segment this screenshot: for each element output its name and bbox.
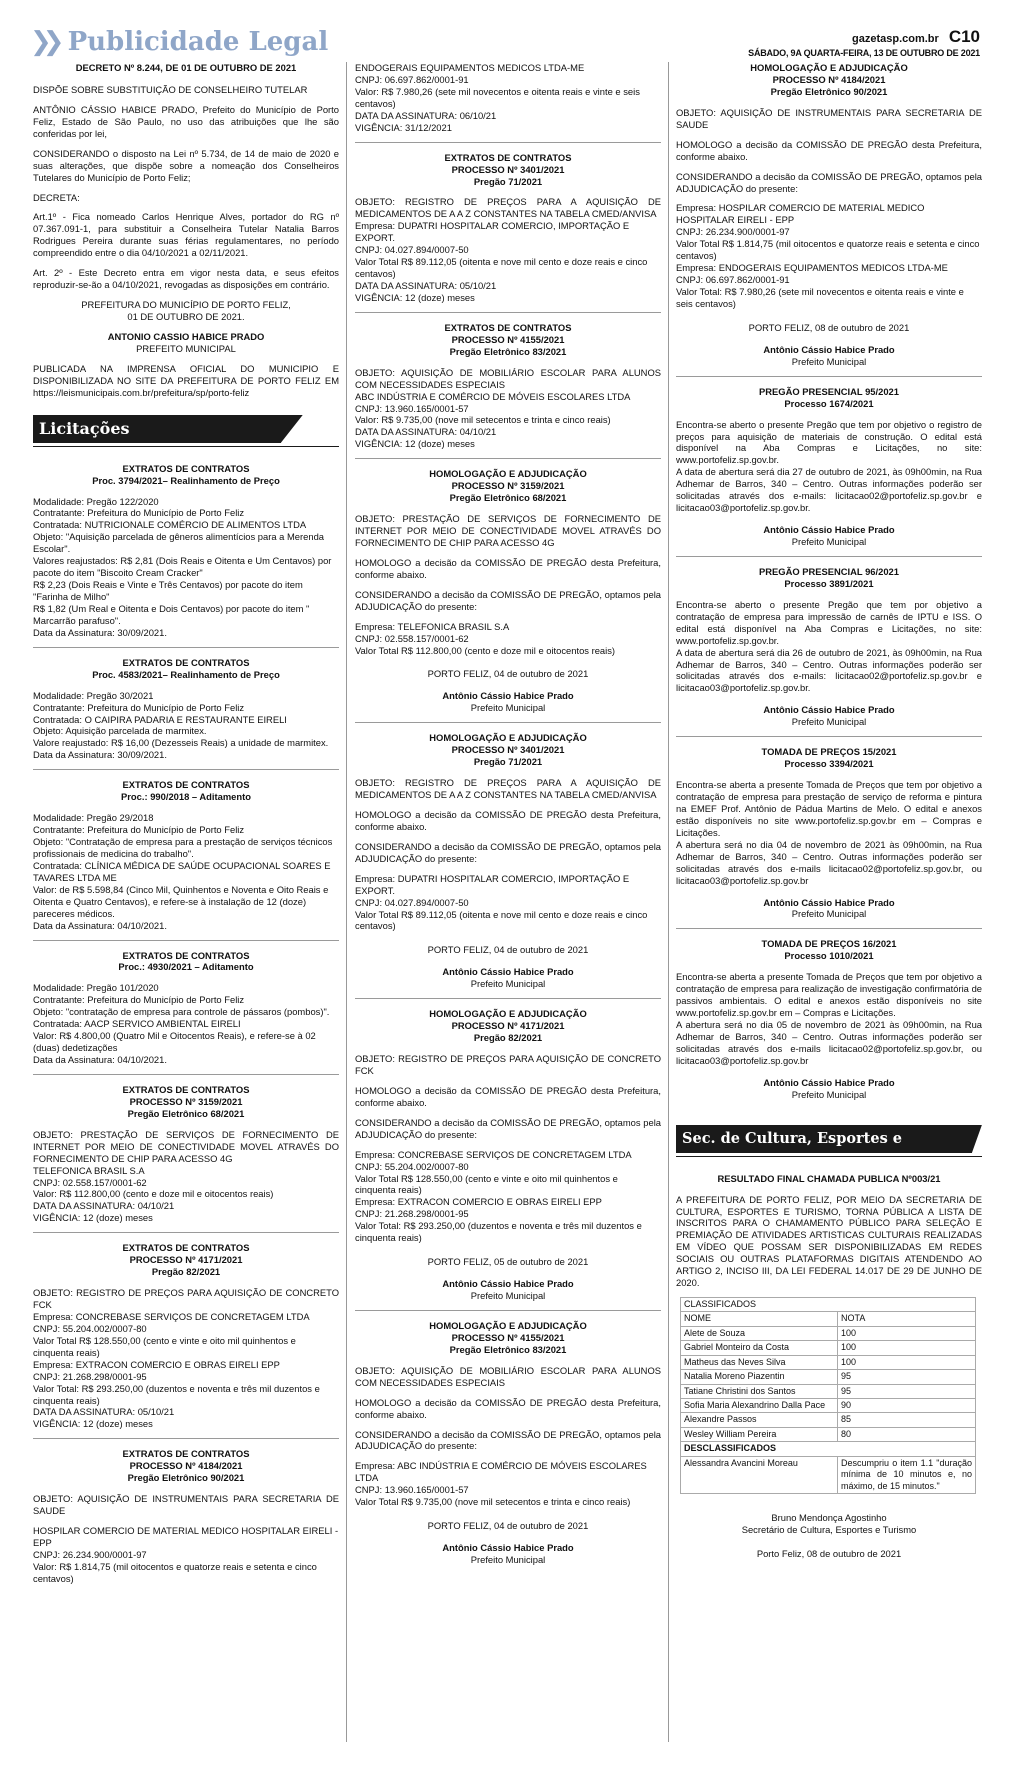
signer-name: Antônio Cássio Habice Prado xyxy=(763,524,895,536)
column-1 xyxy=(33,62,339,1593)
signer-name: Bruno Mendonça Agostinho xyxy=(771,1511,887,1523)
notice-line: Valor Total R$ 9.735,00 (nove mil setecentos e trinta e cinco reais) xyxy=(355,1496,631,1508)
notice-heading: HOMOLOGAÇÃO E ADJUDICAÇÃO xyxy=(429,732,587,744)
extract-line: DATA DA ASSINATURA: 04/10/21 xyxy=(355,426,497,438)
notice-line: CNPJ: 26.234.900/0001-97 xyxy=(676,226,790,238)
extract-line: Contratada: AACP SERVICO AMBIENTAL EIRELI xyxy=(33,1018,241,1030)
extract-line: CNPJ: 13.960.165/0001-57 xyxy=(355,402,469,414)
notice-date: PORTO FELIZ, 08 de outubro de 2021 xyxy=(748,321,910,333)
public-call-result xyxy=(676,1173,982,1560)
signer-name: Antônio Cássio Habice Prado xyxy=(763,343,895,355)
extract-auction: Pregão 71/2021 xyxy=(473,175,543,187)
extract-line: ABC INDÚSTRIA E COMÉRCIO DE MÓVEIS ESCOLARES LTDA xyxy=(355,390,631,402)
extract-line: Modalidade: Pregão 122/2020 xyxy=(33,495,159,507)
notice-line: Valor Total R$ 1.814,75 (mil oitocentos e quatorze reais e setenta e cinco centavos) xyxy=(676,238,980,262)
signature xyxy=(676,704,982,728)
notice-process: Processo 1674/2021 xyxy=(784,397,874,409)
signer-role: Prefeito Municipal xyxy=(470,702,546,714)
double-chevron-icon: ❯❯ xyxy=(30,27,56,57)
extract-line: Valor Total R$ 89.112,05 (oitenta e nove mil cento e doze reais e cinco centavos) xyxy=(355,256,648,280)
cell-grade: 95 xyxy=(838,1384,976,1398)
extract-process: Proc.: 990/2018 – Aditamento xyxy=(121,791,251,803)
divider xyxy=(33,940,339,941)
notice-heading: HOMOLOGAÇÃO E ADJUDICAÇÃO xyxy=(429,1008,587,1020)
homologation-notice xyxy=(355,732,661,990)
extract-line: Modalidade: Pregão 101/2020 xyxy=(33,982,159,994)
divider xyxy=(355,998,661,999)
extract-heading: EXTRATOS DE CONTRATOS xyxy=(122,779,250,791)
notice-object: OBJETO: AQUISIÇÃO DE MOBILIÁRIO ESCOLAR PARA ALUNOS COM NECESSIDADES ESPECIAIS xyxy=(355,1364,661,1388)
extract-line: Contratante: Prefeitura do Município de Porto Feliz xyxy=(33,994,245,1006)
notice-line: Valor Total: R$ 293.250,00 (duzentos e noventa e três mil duzentos e cinquenta reais) xyxy=(355,1220,642,1244)
cell-grade: 95 xyxy=(838,1370,976,1384)
extract-line: R$ 1,82 (Um Real e Oitenta e Dois Centavos) por pacote do item " Marcarrão parafuso". xyxy=(33,602,310,626)
extract-line: Objeto: "contratação de empresa para controle de pássaros (pombos)". xyxy=(33,1006,330,1018)
section-title: Publicidade Legal xyxy=(67,27,329,57)
notice-line: Empresa: ENDOGERAIS EQUIPAMENTOS MEDICOS LTDA-ME xyxy=(676,262,948,274)
notice-heading: RESULTADO FINAL CHAMADA PUBLICA Nº003/21 xyxy=(717,1172,941,1184)
extract-line: Empresa: DUPATRI HOSPITALAR COMERCIO, IMPORTAÇÃO E EXPORT. xyxy=(355,220,630,244)
signer-role: Prefeito Municipal xyxy=(791,908,867,920)
extract-line: CNPJ: 06.697.862/0001-91 xyxy=(355,73,469,85)
paragraph: DECRETA: xyxy=(33,191,80,203)
section-header xyxy=(30,26,328,59)
extract-process: PROCESSO Nº 4171/2021 xyxy=(129,1254,243,1266)
extract-line: Objeto: Aquisição parcelada de marmitex. xyxy=(33,725,207,737)
masthead xyxy=(30,26,980,62)
publication-note: PUBLICADA NA IMPRENSA OFICIAL DO MUNICIPIO E DISPONIBILIZADA NO SITE DA PREFEITURA DE PORTO FELIZ EM https://leismunicipais.com.br/prefeitura/sp/porto-feliz xyxy=(33,362,339,398)
notice-line: Empresa: EXTRACON COMERCIO E OBRAS EIRELI EPP xyxy=(355,1196,602,1208)
page-number: C10 xyxy=(948,27,980,46)
table-row xyxy=(681,1370,976,1384)
paragraph: CONSIDERANDO o disposto na Lei nº 5.734, de 14 de maio de 2020 e suas alterações, que dispõe sobre a nomeação dos Conselheiros Tutelares do Município de Porto Feliz; xyxy=(33,147,339,183)
extract-line: Valor: R$ 112.800,00 (cento e doze mil e oitocentos reais) xyxy=(33,1188,274,1200)
extract-line: Empresa: CONCREBASE SERVIÇOS DE CONCRETAGEM LTDA xyxy=(33,1310,310,1322)
extract-heading: EXTRATOS DE CONTRATOS xyxy=(122,949,250,961)
results-table xyxy=(680,1297,976,1494)
notice-paragraph: A abertura será no dia 04 de novembro de 2021 às 09h00min, na Rua Adhemar de Barros, 340 – Centro. Outras informações poderão ser solicitadas através dos e-mails licitacao02@portofeliz.sp.gov.br, ou licitacao03@portofeliz.sp.gov.br xyxy=(676,838,982,886)
signer-role: PREFEITO MUNICIPAL xyxy=(136,342,236,354)
notice-auction: Pregão Eletrônico 68/2021 xyxy=(449,492,567,504)
extract-line: Empresa: EXTRACON COMERCIO E OBRAS EIRELI EPP xyxy=(33,1358,280,1370)
extract-line: VIGÊNCIA: 12 (doze) meses xyxy=(355,291,475,303)
band-underline xyxy=(676,1156,982,1157)
extract-process: Proc. 4583/2021– Realinhamento de Preço xyxy=(92,668,280,680)
extract-line: Valor: R$ 4.800,00 (Quatro Mil e Oitocentos Reais), e refere-se à 02 (duas) dedetizações xyxy=(33,1030,316,1054)
notice-process: Processo 1010/2021 xyxy=(784,950,874,962)
notice-process: PROCESSO Nº 4171/2021 xyxy=(451,1020,565,1032)
notice-paragraph: Encontra-se aberta a presente Tomada de Preços que tem por objetivo a contratação de empresa para prestação de serviço de reforma e pintura na EMEF Prof. Antônio de Pádua Martins de Melo. O edital e anexos estão disponíveis no site www.portofeliz.sp.gov.br em – Compras e Licitações. xyxy=(676,779,982,838)
signer-name: Antônio Cássio Habice Prado xyxy=(442,966,574,978)
notice-heading: HOMOLOGAÇÃO E ADJUDICAÇÃO xyxy=(429,1319,587,1331)
place-line: PREFEITURA DO MUNICÍPIO DE PORTO FELIZ, xyxy=(81,299,291,311)
extract-line: Data da Assinatura: 04/10/2021. xyxy=(33,919,167,931)
cell-grade: 80 xyxy=(838,1427,976,1441)
extract-line: Valor: R$ 9.735,00 (nove mil setecentos e trinta e cinco reais) xyxy=(355,414,611,426)
extract-heading: EXTRATOS DE CONTRATOS xyxy=(122,462,250,474)
notice-object: OBJETO: PRESTAÇÃO DE SERVIÇOS DE FORNECIMENTO DE INTERNET POR MEIO DE CONECTIVIDADE MOVEL ATRAVÉS DO FORNECIMENTO DE CHIP PARA ACESSO 4G xyxy=(355,513,661,548)
signature xyxy=(355,1278,661,1302)
notice-line: CNPJ: 06.697.862/0001-91 xyxy=(676,274,790,286)
extract-heading: EXTRATOS DE CONTRATOS xyxy=(122,1083,250,1095)
contract-extract xyxy=(33,950,339,1066)
homologation-notice xyxy=(355,468,661,714)
divider xyxy=(355,312,661,313)
extract-line: VIGÊNCIA: 31/12/2021 xyxy=(355,121,452,133)
table-row xyxy=(681,1413,976,1427)
notice-heading: PREGÃO PRESENCIAL 96/2021 xyxy=(759,565,899,577)
band-decoration xyxy=(972,1125,982,1153)
notice-line: Empresa: CONCREBASE SERVIÇOS DE CONCRETAGEM LTDA xyxy=(355,1148,632,1160)
signature xyxy=(676,524,982,548)
signature xyxy=(355,1542,661,1566)
notice-date: PORTO FELIZ, 05 de outubro de 2021 xyxy=(427,1256,589,1268)
signer-name: Antônio Cássio Habice Prado xyxy=(763,896,895,908)
paragraph: Art. 2º - Este Decreto entra em vigor nesta data, e seus efeitos reproduzir-se-ão a 04/10/2021, revogadas as disposições em contrário. xyxy=(33,267,339,291)
contract-extract xyxy=(33,657,339,762)
divider xyxy=(33,1438,339,1439)
extract-process: Proc.: 4930/2021 – Aditamento xyxy=(118,961,254,973)
tender-notice xyxy=(676,746,982,920)
notice-process: PROCESSO Nº 3159/2021 xyxy=(451,480,565,492)
extract-line: CNPJ: 26.234.900/0001-97 xyxy=(33,1548,147,1560)
cell-name: Natalia Moreno Piazentin xyxy=(681,1370,838,1384)
column-rule xyxy=(346,62,347,1742)
cell-name: Alexandre Passos xyxy=(681,1413,838,1427)
extract-object: OBJETO: AQUISIÇÃO DE INSTRUMENTAIS PARA SECRETARIA DE SAUDE xyxy=(33,1493,339,1517)
notice-heading: DECRETO Nº 8.244, DE 01 DE OUTUBRO DE 2021 xyxy=(75,62,297,73)
extract-heading: EXTRATOS DE CONTRATOS xyxy=(122,1242,250,1254)
extract-line: DATA DA ASSINATURA: 04/10/21 xyxy=(33,1200,175,1212)
divider xyxy=(33,1074,339,1075)
cell-grade: 100 xyxy=(838,1341,976,1355)
notice-paragraph: A abertura será no dia 05 de novembro de 2021 às 09h00min, na Rua Adhemar de Barros, 340 – Centro. Outras informações poderão ser solicitadas através dos e-mails licitacao02@portofeliz.sp.gov.br, ou licitacao03@portofeliz.sp.gov.br xyxy=(676,1019,982,1066)
signature xyxy=(676,897,982,921)
notice-paragraph: CONSIDERANDO a decisão da COMISSÃO DE PREGÃO, optamos pela ADJUDICAÇÃO do presente: xyxy=(355,1116,661,1140)
notice-process: Processo 3891/2021 xyxy=(784,577,874,589)
table-row xyxy=(681,1399,976,1413)
notice-line: Empresa: TELEFONICA BRASIL S.A xyxy=(355,620,510,632)
extract-process: PROCESSO Nº 3159/2021 xyxy=(129,1095,243,1107)
table-row xyxy=(681,1456,976,1493)
signature xyxy=(676,1512,982,1536)
notice-line: Empresa: HOSPILAR COMERCIO DE MATERIAL MEDICO HOSPITALAR EIRELI - EPP xyxy=(676,202,925,226)
signature xyxy=(676,1077,982,1101)
cell-grade: 100 xyxy=(838,1355,976,1369)
signature xyxy=(676,344,982,368)
extract-line: Data da Assinatura: 30/09/2021. xyxy=(33,749,167,761)
homologation-notice xyxy=(355,1320,661,1566)
signer-role: Prefeito Municipal xyxy=(470,978,546,990)
cell-name: Matheus das Neves Silva xyxy=(681,1355,838,1369)
notice-object: OBJETO: REGISTRO DE PREÇOS PARA AQUISIÇÃO DE CONCRETO FCK xyxy=(355,1053,661,1076)
notice-heading: TOMADA DE PREÇOS 16/2021 xyxy=(761,938,897,950)
signer-name: Antônio Cássio Habice Prado xyxy=(442,1278,574,1290)
notice-line: Valor Total R$ 128.550,00 (cento e vinte e oito mil quinhentos e cinquenta reais) xyxy=(355,1172,618,1196)
notice-auction: Pregão Eletrônico 90/2021 xyxy=(770,85,888,97)
notice-paragraph: Encontra-se aberto o presente Pregão que tem por objetivo a contratação de empresa para impressão de carnês de IPTU e ISS. O edital está disponível na Aba Compras e Licitações, no site: www.portofeliz.sp.gov.br. xyxy=(676,598,982,646)
notice-line: Empresa: DUPATRI HOSPITALAR COMERCIO, IMPORTAÇÃO E EXPORT. xyxy=(355,872,630,896)
signer-role: Prefeito Municipal xyxy=(791,355,867,367)
extract-line: Modalidade: Pregão 30/2021 xyxy=(33,689,154,701)
extract-auction: Pregão Eletrônico 83/2021 xyxy=(449,345,567,357)
notice-heading: PREGÃO PRESENCIAL 95/2021 xyxy=(759,385,899,397)
extract-line: VIGÊNCIA: 12 (doze) meses xyxy=(33,1212,153,1224)
page-info xyxy=(748,26,980,59)
paragraph: Art.1º - Fica nomeado Carlos Henrique Alves, portador do RG nº 07.367.091-1, para substituir a Conselheira Tutelar Natalia Barros Rodrigues Pereira durante suas férias regulamentares, no período compreendido entre o dia 04/10/2021 a 02/11/2021. xyxy=(33,211,339,259)
cell-name: Sofia Maria Alexandrino Dalla Pace xyxy=(681,1399,838,1413)
paragraph: DISPÕE SOBRE SUBSTITUIÇÃO DE CONSELHEIRO TUTELAR xyxy=(33,83,308,95)
extract-line: Modalidade: Pregão 29/2018 xyxy=(33,812,154,824)
notice-auction: Pregão Eletrônico 83/2021 xyxy=(449,1343,567,1355)
notice-line: CNPJ: 04.027.894/0007-50 xyxy=(355,896,469,908)
table-row xyxy=(681,1427,976,1441)
notice-paragraph: HOMOLOGO a decisão da COMISSÃO DE PREGÃO desta Prefeitura, conforme abaixo. xyxy=(676,138,982,162)
cell-reason: Descumpriu o item 1.1 "duração mínima de 10 minutos e, no máximo, de 15 minutos." xyxy=(838,1456,976,1493)
site-name[interactable]: gazetasp.com.br xyxy=(852,33,939,45)
cell-grade: 90 xyxy=(838,1399,976,1413)
extract-line: CNPJ: 55.204.002/0007-80 xyxy=(33,1322,147,1334)
section-band-title: Sec. de Cultura, Esportes e Turismo xyxy=(676,1125,972,1153)
classified-header: CLASSIFICADOS xyxy=(681,1298,976,1312)
contract-extract xyxy=(33,1448,339,1584)
band-underline xyxy=(33,446,339,447)
extract-line: CNPJ: 21.268.298/0001-95 xyxy=(33,1370,147,1382)
extract-process: PROCESSO Nº 3401/2021 xyxy=(451,163,565,175)
divider xyxy=(676,556,982,557)
notice-paragraph: CONSIDERANDO a decisão da COMISSÃO DE PREGÃO, optamos pela ADJUDICAÇÃO do presente: xyxy=(355,1428,661,1452)
extract-heading: EXTRATOS DE CONTRATOS xyxy=(444,321,572,333)
contract-extract xyxy=(33,463,339,639)
notice-process: PROCESSO Nº 3401/2021 xyxy=(451,744,565,756)
extract-object: OBJETO: REGISTRO DE PREÇOS PARA AQUISIÇÃO DE CONCRETO FCK xyxy=(33,1287,339,1310)
notice-line: Empresa: ABC INDÚSTRIA E COMÉRCIO DE MÓVEIS ESCOLARES LTDA xyxy=(355,1460,647,1484)
extract-line: Contratante: Prefeitura do Município de Porto Feliz xyxy=(33,824,245,836)
cell-name: Gabriel Monteiro da Costa xyxy=(681,1341,838,1355)
contract-extract xyxy=(33,1084,339,1224)
notice-heading: HOMOLOGAÇÃO E ADJUDICAÇÃO xyxy=(429,468,587,480)
extract-object: OBJETO: AQUISIÇÃO DE MOBILIÁRIO ESCOLAR PARA ALUNOS COM NECESSIDADES ESPECIAIS xyxy=(355,366,661,390)
table-row xyxy=(681,1384,976,1398)
band-decoration xyxy=(281,415,303,443)
divider xyxy=(676,928,982,929)
decree-notice xyxy=(33,62,339,399)
extract-line: Contratada: NUTRICIONALE COMÉRCIO DE ALIMENTOS LTDA xyxy=(33,519,307,531)
extract-line: DATA DA ASSINATURA: 05/10/21 xyxy=(33,1406,175,1418)
divider xyxy=(676,376,982,377)
notice-object: OBJETO: AQUISIÇÃO DE INSTRUMENTAIS PARA SECRETARIA DE SAUDE xyxy=(676,106,982,130)
column-rule xyxy=(668,62,669,1742)
notice-line: CNPJ: 13.960.165/0001-57 xyxy=(355,1484,469,1496)
extract-line: Contratante: Prefeitura do Município de Porto Feliz xyxy=(33,507,245,519)
cell-name: Wesley William Pereira xyxy=(681,1427,838,1441)
extract-line: Valor Total R$ 128.550,00 (cento e vinte e oito mil quinhentos e cinquenta reais) xyxy=(33,1334,296,1358)
table-row xyxy=(681,1341,976,1355)
table-row xyxy=(681,1326,976,1340)
column-3 xyxy=(676,62,982,1568)
contract-extract xyxy=(355,322,661,450)
signature xyxy=(33,331,339,355)
notice-heading: TOMADA DE PREÇOS 15/2021 xyxy=(761,746,897,758)
auction-notice xyxy=(676,566,982,728)
extract-line: HOSPILAR COMERCIO DE MATERIAL MEDICO HOSPITALAR EIRELI - EPP xyxy=(33,1525,339,1548)
extract-line: Contratada: O CAIPIRA PADARIA E RESTAURANTE EIRELI xyxy=(33,713,287,725)
signer-name: Antônio Cássio Habice Prado xyxy=(442,1542,574,1554)
notice-paragraph: HOMOLOGO a decisão da COMISSÃO DE PREGÃO desta Prefeitura, conforme abaixo. xyxy=(355,808,661,832)
extract-line: DATA DA ASSINATURA: 05/10/21 xyxy=(355,280,497,291)
signer-role: Prefeito Municipal xyxy=(791,716,867,728)
extract-line: Valores reajustados: R$ 2,81 (Dois Reais e Oitenta e Um Centavos) por pacote do item "Biscoito Cream Cracker" xyxy=(33,555,332,579)
divider xyxy=(33,647,339,648)
notice-date: PORTO FELIZ, 04 de outubro de 2021 xyxy=(427,668,589,680)
signer-role: Prefeito Municipal xyxy=(470,1554,546,1565)
column-2 xyxy=(355,62,661,1574)
extract-line: CNPJ: 04.027.894/0007-50 xyxy=(355,244,469,256)
notice-auction: Pregão 71/2021 xyxy=(473,756,543,768)
signer-name: Antônio Cássio Habice Prado xyxy=(442,690,574,702)
extract-line: Valore reajustado: R$ 16,00 (Dezesseis Reais) a unidade de marmitex. xyxy=(33,737,329,749)
extract-auction: Pregão Eletrônico 90/2021 xyxy=(127,1472,245,1484)
notice-paragraph: Encontra-se aberta a presente Tomada de Preços que tem por objetivo a contratação de empresa para realização de investigação confirmatória de passivos ambientais. O edital e anexos estão disponíveis no site www.portofeliz.sp.gov.br em – Compras e Licitações. xyxy=(676,971,982,1019)
notice-line: Valor Total R$ 112.800,00 (cento e doze mil e oitocentos reais) xyxy=(355,644,616,656)
extract-line: ENDOGERAIS EQUIPAMENTOS MEDICOS LTDA-ME xyxy=(355,62,585,73)
section-band-title: Licitações xyxy=(33,415,281,443)
tender-notice xyxy=(676,938,982,1100)
extract-process: PROCESSO Nº 4184/2021 xyxy=(129,1460,243,1472)
cell-grade: 85 xyxy=(838,1413,976,1427)
extract-line: Valor Total: R$ 293.250,00 (duzentos e noventa e três mil duzentos e cinquenta reais) xyxy=(33,1382,320,1406)
notice-paragraph: A PREFEITURA DE PORTO FELIZ, POR MEIO DA SECRETARIA DE CULTURA, ESPORTES E TURISMO, TORNA PÚBLICA A LISTA DE INSCRITOS PARA O CHAMAMENTO PÚBLICO PARA SELEÇÃO E PREMIAÇÃO DE ATIVIDADES ARTISTICAS CULTURAIS REALIZADAS EM VÍDEO QUE POSSAM SER DISPONIBILIZADAS EM REDES SOCIAIS OU OUTRAS PLATAFORMAS DIGITAIS ATENDENDO AO ARTIGO 2, INCISO III, DA LEI FEDERAL 14.017 DE 29 DE JUNHO DE 2020. xyxy=(676,1193,982,1289)
notice-paragraph: CONSIDERANDO a decisão da COMISSÃO DE PREGÃO, optamos pela ADJUDICAÇÃO do presente: xyxy=(676,170,982,194)
extract-line: Valor: R$ 1.814,75 (mil oitocentos e quatorze reais e setenta e cinco centavos) xyxy=(33,1560,317,1584)
cell-name: Tatiane Christini dos Santos xyxy=(681,1384,838,1398)
divider xyxy=(33,769,339,770)
extract-line: Valor: R$ 7.980,26 (sete mil novecentos e oitenta reais e vinte e seis centavos) xyxy=(355,85,640,109)
notice-line: Valor Total: R$ 7.980,26 (sete mil novecentos e oitenta reais e vinte e seis centavos) xyxy=(676,286,964,309)
extract-heading: EXTRATOS DE CONTRATOS xyxy=(122,1448,250,1460)
notice-process: PROCESSO Nº 4184/2021 xyxy=(772,73,886,85)
notice-paragraph: A data de abertura será dia 27 de outubro de 2021, às 09h00min, na Rua Adhemar de Barros, 340 – Centro. Outras informações poderão ser solicitadas através dos e-mails: licitacao02@portofeliz.sp.gov.br e licitacao03@portofeliz.sp.gov.br. xyxy=(676,466,982,514)
notice-heading: HOMOLOGAÇÃO E ADJUDICAÇÃO xyxy=(750,62,908,73)
notice-paragraph: CONSIDERANDO a decisão da COMISSÃO DE PREGÃO, optamos pela ADJUDICAÇÃO do presente: xyxy=(355,840,661,864)
notice-date: PORTO FELIZ, 04 de outubro de 2021 xyxy=(427,1520,589,1532)
section-band-cultura xyxy=(676,1125,982,1175)
extract-line: CNPJ: 02.558.157/0001-62 xyxy=(33,1176,147,1188)
table-row xyxy=(681,1355,976,1369)
divider xyxy=(355,458,661,459)
divider xyxy=(676,736,982,737)
notice-paragraph: HOMOLOGO a decisão da COMISSÃO DE PREGÃO desta Prefeitura, conforme abaixo. xyxy=(355,556,661,580)
extract-line: Objeto: "Aquisição parcelada de gêneros alimentícios para a Merenda Escolar". xyxy=(33,531,325,555)
extract-line: R$ 2,23 (Dois Reais e Vinte e Três Centavos) por pacote do item "Farinha de Milho" xyxy=(33,579,303,602)
extract-object: OBJETO: PRESTAÇÃO DE SERVIÇOS DE FORNECIMENTO DE INTERNET POR MEIO DE CONECTIVIDADE MOVEL ATRAVÉS DO FORNECIMENTO DE CHIP PARA ACESSO 4G xyxy=(33,1128,339,1164)
extract-process: PROCESSO Nº 4155/2021 xyxy=(451,333,565,345)
notice-paragraph: HOMOLOGO a decisão da COMISSÃO DE PREGÃO desta Prefeitura, conforme abaixo. xyxy=(355,1396,661,1420)
extract-heading: EXTRATOS DE CONTRATOS xyxy=(122,656,250,668)
notice-paragraph: A data de abertura será dia 26 de outubro de 2021, às 09h00min, na Rua Adhemar de Barros, 340 – Centro. Outras informações poderão ser solicitadas através dos e-mails: licitacao02@portofeliz.sp.gov.br e licitacao03@portofeliz.sp.gov.br. xyxy=(676,646,982,694)
notice-process: Processo 3394/2021 xyxy=(784,758,874,770)
notice-object: OBJETO: REGISTRO DE PREÇOS PARA A AQUISIÇÃO DE MEDICAMENTOS DE A A Z CONSTANTES NA TABELA CMED/ANVISA xyxy=(355,777,661,800)
cell-grade: 100 xyxy=(838,1326,976,1340)
auction-notice xyxy=(676,386,982,548)
extract-line: Contratante: Prefeitura do Município de Porto Feliz xyxy=(33,701,245,713)
signer-role: Prefeito Municipal xyxy=(791,1088,867,1100)
notice-line: Valor Total R$ 89.112,05 (oitenta e nove mil cento e doze reais e cinco centavos) xyxy=(355,908,648,932)
cell-name: Alessandra Avancini Moreau xyxy=(681,1456,838,1493)
notice-paragraph: CONSIDERANDO a decisão da COMISSÃO DE PREGÃO, optamos pela ADJUDICAÇÃO do presente: xyxy=(355,588,661,612)
notice-process: PROCESSO Nº 4155/2021 xyxy=(451,1331,565,1343)
extract-heading: EXTRATOS DE CONTRATOS xyxy=(444,151,572,163)
extract-line: TELEFONICA BRASIL S.A xyxy=(33,1164,145,1176)
notice-line: CNPJ: 02.558.157/0001-62 xyxy=(355,632,469,644)
extract-line: VIGÊNCIA: 12 (doze) meses xyxy=(355,438,475,450)
signature xyxy=(355,966,661,990)
extract-line: Objeto: "Contratação de empresa para a prestação de serviços técnicos profissionais de medicina do trabalho". xyxy=(33,836,333,859)
contract-extract xyxy=(33,1242,339,1430)
contract-extract xyxy=(33,779,339,931)
notice-paragraph: HOMOLOGO a decisão da COMISSÃO DE PREGÃO desta Prefeitura, conforme abaixo. xyxy=(355,1084,661,1108)
col-header-grade: NOTA xyxy=(838,1312,976,1326)
extract-line: DATA DA ASSINATURA: 06/10/21 xyxy=(355,109,497,121)
declassified-header: DESCLASSIFICADOS xyxy=(681,1442,976,1456)
signer-role: Secretário de Cultura, Esportes e Turismo xyxy=(741,1523,917,1535)
extract-line: Contratada: CLÍNICA MÉDICA DE SAÚDE OCUPACIONAL SOARES E TAVARES LTDA ME xyxy=(33,859,331,883)
issue-date: SÁBADO, 9A QUARTA-FEIRA, 13 DE OUTUBRO DE 2021 xyxy=(748,47,980,58)
signer-role: Prefeito Municipal xyxy=(791,536,867,547)
signer-name: Antônio Cássio Habice Prado xyxy=(763,1076,895,1088)
divider xyxy=(355,722,661,723)
divider xyxy=(355,1310,661,1311)
extract-object: OBJETO: REGISTRO DE PREÇOS PARA A AQUISIÇÃO DE MEDICAMENTOS DE A A Z CONSTANTES NA TABELA CMED/ANVISA xyxy=(355,196,661,220)
notice-line: CNPJ: 21.268.298/0001-95 xyxy=(355,1208,469,1220)
signer-role: Prefeito Municipal xyxy=(470,1290,546,1301)
paragraph: ANTÔNIO CÁSSIO HABICE PRADO, Prefeito do Município de Porto Feliz, Estado de São Paulo, no uso das atribuições que lhe são conferidas por lei, xyxy=(33,103,339,139)
notice-date: PORTO FELIZ, 04 de outubro de 2021 xyxy=(427,944,589,956)
notice-paragraph: Encontra-se aberto o presente Pregão que tem por objetivo o registro de preços para aquisição de materiais de construção. O edital está disponível na Aba Compras e Licitações, no site: www.portofeliz.sp.gov.br. xyxy=(676,418,982,466)
notice-auction: Pregão 82/2021 xyxy=(473,1032,543,1044)
signer-name: ANTONIO CASSIO HABICE PRADO xyxy=(107,330,265,342)
divider xyxy=(33,1232,339,1233)
homologation-notice xyxy=(676,62,982,368)
extract-line: VIGÊNCIA: 12 (doze) meses xyxy=(33,1418,153,1430)
divider xyxy=(355,142,661,143)
cell-name: Alete de Souza xyxy=(681,1326,838,1340)
contract-extract xyxy=(355,152,661,304)
homologation-notice xyxy=(355,1008,661,1302)
extract-line: Data da Assinatura: 04/10/2021. xyxy=(33,1054,167,1065)
extract-process: Proc. 3794/2021– Realinhamento de Preço xyxy=(92,474,280,486)
place-date xyxy=(33,299,339,323)
section-band-licitacoes xyxy=(33,415,339,445)
contract-extract-continued xyxy=(355,62,661,134)
extract-line: Data da Assinatura: 30/09/2021. xyxy=(33,626,167,638)
signature xyxy=(355,690,661,714)
date-line: 01 DE OUTUBRO DE 2021. xyxy=(127,311,245,322)
col-header-name: NOME xyxy=(681,1312,838,1326)
notice-line: CNPJ: 55.204.002/0007-80 xyxy=(355,1160,469,1172)
signer-name: Antônio Cássio Habice Prado xyxy=(763,704,895,716)
extract-auction: Pregão Eletrônico 68/2021 xyxy=(127,1107,245,1119)
extract-auction: Pregão 82/2021 xyxy=(151,1266,221,1278)
extract-line: Valor: de R$ 5.598,84 (Cinco Mil, Quinhentos e Noventa e Oito Reais e Oitenta e Quatro Centavos), e refere-se à instalação de 12 (doze) pareceres médicos. xyxy=(33,883,329,919)
notice-date: Porto Feliz, 08 de outubro de 2021 xyxy=(756,1547,902,1559)
